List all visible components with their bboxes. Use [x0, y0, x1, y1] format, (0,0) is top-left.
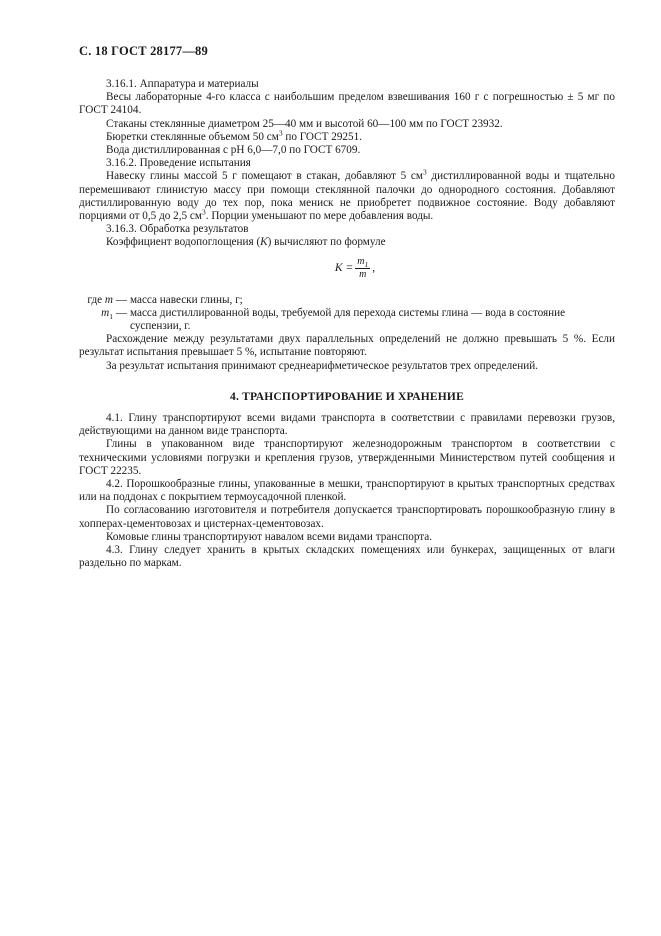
- formula-lhs: K =: [334, 261, 354, 274]
- paragraph-transport: Глины в упакованном виде транспортируют железнодорожным транспортом в соответствии с техническими условиями погрузки и крепления грузов, утвержденными Министерством путей сообщения и ГОСТ 22235.: [79, 438, 615, 477]
- section-title-transport: 4. ТРАНСПОРТИРОВАНИЕ И ХРАНЕНИЕ: [230, 390, 464, 403]
- definition-text: масса дистиллированной воды, требуемой для перехода системы глина — вода в состояние суспензии, г.: [130, 306, 566, 333]
- paragraph-transport: 4.1. Глину транспортируют всеми видами транспорта в соответствии с правилами перевозки грузов, действующими на данном виде транспорта.: [79, 412, 615, 438]
- subsection-title-procedure: 3.16.2. Проведение испытания: [106, 157, 251, 170]
- paragraph-burettes: Бюретки стеклянные объемом 50 $см^3$ по ГОСТ 29251.: [106, 128, 363, 143]
- formula: [79, 256, 615, 286]
- definition-row: где m — масса навески глины, г;: [79, 294, 615, 307]
- formula-fraction: $\frac{m_1}{m}$: [357, 255, 369, 280]
- formula-numerator: m: [357, 255, 365, 267]
- subsection-title-results: 3.16.3. Обработка результатов: [106, 223, 249, 236]
- paragraph-beakers: Стаканы стеклянные диаметром 25—40 мм и высотой 60—100 мм по ГОСТ 23932.: [106, 117, 503, 130]
- paragraph-coefficient: Коэффициент водопоглощения (K) вычисляют по формуле: [106, 236, 386, 249]
- formula-tail: ,: [372, 261, 376, 274]
- paragraph-transport: Комовые глины транспортируют навалом всеми видами транспорта.: [106, 530, 433, 543]
- paragraph-procedure: Навеску глины массой 5 г помещают в стакан, добавляют 5 $см^3$ дистиллированной воды и тщательно перемешивают глинистую массу при помощи стеклянной палочки до однородного состояния. Добавляют дистиллированную воду до тех пор, пока мениск не приобретет подвижное состояние. Воду добавляют порциями от 0,5 до 2,5 $см^3$. Порции уменьшают по мере добавления воды.: [79, 167, 615, 223]
- paragraph-scales: Весы лабораторные 4-го класса с наибольшим пределом взвешивания 160 г с погрешностью ± 5 мг по ГОСТ 24104.: [79, 91, 615, 117]
- subsection-title-apparatus: 3.16.1. Аппаратура и материалы: [106, 78, 259, 90]
- definition-row: $m_1$ — масса дистиллированной воды, требуемой для перехода системы глина — вода в состояние суспензии, г.: [79, 307, 615, 333]
- page-header: С. 18 ГОСТ 28177—89: [79, 44, 208, 58]
- definition-text: масса навески глины, г;: [130, 293, 243, 306]
- document-body: [79, 78, 615, 571]
- paragraph-discrepancy: Расхождение между результатами двух параллельных определений не должно превышать 5 %. Если результат испытания превышает 5 %, испытание повторяют.: [79, 333, 615, 359]
- paragraph-storage: 4.3. Глину следует хранить в крытых складских помещениях или бункерах, защищенных от влаги раздельно по маркам.: [79, 544, 615, 570]
- paragraph-transport: 4.2. Порошкообразные глины, упакованные в мешки, транспортируют в крытых транспортных средствах или на поддонах с покрытием термоусадочной пленкой.: [79, 478, 615, 504]
- paragraph-transport: По согласованию изготовителя и потребителя допускается транспортировать порошкообразную глину в хопперах-цементовозах и цистернах-цементовозах.: [79, 504, 615, 530]
- paragraph-water: Вода дистиллированная с pH 6,0—7,0 по ГОСТ 6709.: [106, 144, 361, 157]
- formula-denominator: m: [359, 268, 367, 280]
- paragraph-average: За результат испытания принимают среднеарифметическое результатов трех определений.: [106, 359, 538, 372]
